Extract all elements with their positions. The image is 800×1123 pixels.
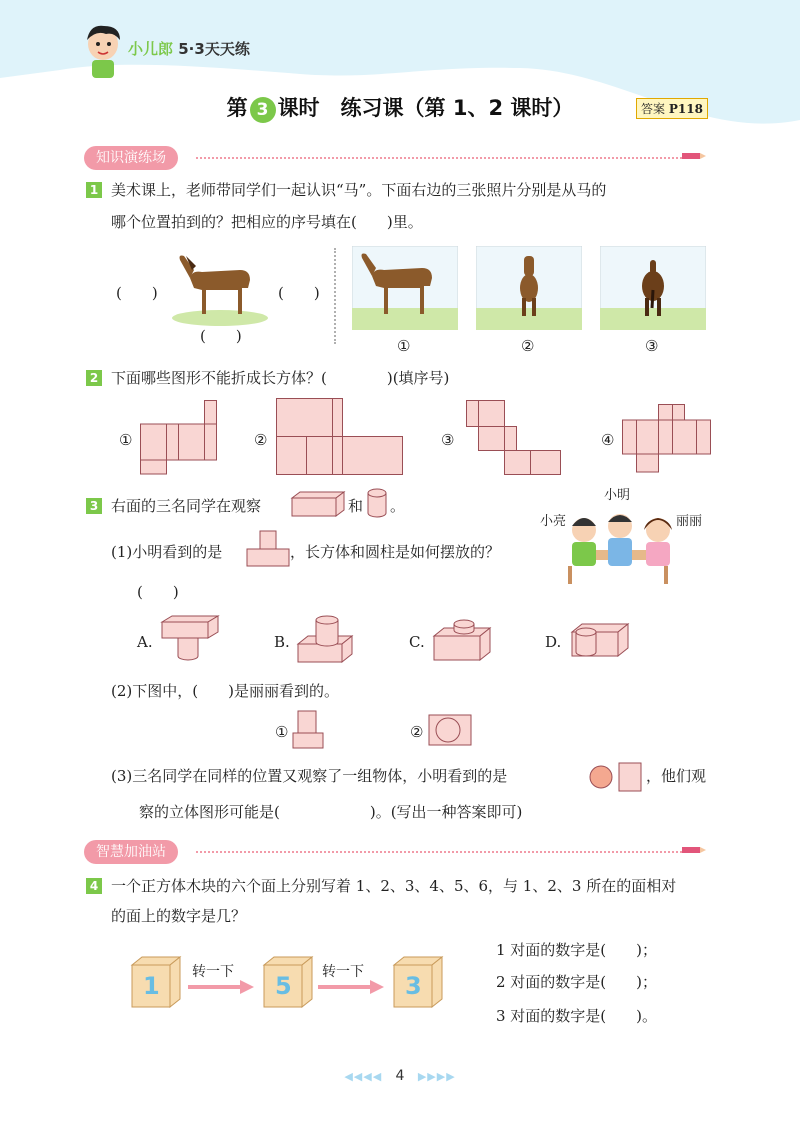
- lesson-number-badge: 3: [250, 97, 276, 123]
- photo-label-3: ③: [645, 337, 659, 355]
- q1-blank-left[interactable]: ( ): [116, 284, 158, 302]
- q3-sub2: (2)下图中，( )是丽丽看到的。: [111, 682, 339, 700]
- q3-sub3-b: ，他们观: [646, 767, 707, 785]
- cube-net-1: [140, 400, 220, 476]
- horse-photo-front: [476, 246, 582, 330]
- rotate-label-1: 转一下: [192, 964, 234, 980]
- option-d-figure[interactable]: [570, 620, 632, 662]
- view-label-1: ①: [275, 723, 289, 741]
- photo-label-2: ②: [521, 337, 535, 355]
- q3-sub3-a: (3)三名同学在同样的位置又观察了一组物体，小明看到的是: [111, 767, 508, 785]
- q3-intro-b: 和: [348, 497, 364, 515]
- brand-logo: [128, 38, 250, 59]
- q4-text-line2: 的面上的数字是几？: [111, 907, 247, 925]
- page-number: [0, 1068, 800, 1084]
- question-number-3: 3: [86, 498, 102, 514]
- name-lili: 丽丽: [676, 514, 703, 529]
- brand-name: 小儿郎: [128, 40, 174, 58]
- q3-intro-a: 右面的三名同学在观察: [111, 497, 262, 515]
- section-practice-tab: 知识演练场: [84, 146, 178, 170]
- top-view-figure-2: [428, 714, 472, 746]
- section-wisdom-tab: 智慧加油站: [84, 840, 178, 864]
- rotate-label-2: 转一下: [322, 964, 364, 980]
- q3-intro-c: 。: [390, 497, 406, 515]
- answer-label: 答案: [641, 102, 666, 116]
- arrow-right-icon: [318, 980, 384, 994]
- pencil-icon: [682, 152, 706, 160]
- question-number-2: 2: [86, 370, 102, 386]
- page-number-value: 4: [395, 1068, 405, 1084]
- horse-photo-side: [352, 246, 458, 330]
- three-students-illustration: [548, 500, 690, 586]
- question-number-4: 4: [86, 878, 102, 894]
- cuboid-icon: [290, 490, 346, 518]
- title-suffix: 课时 练习课（第 1、2 课时）: [277, 96, 574, 120]
- front-view-t-shape: [246, 530, 290, 568]
- horse-center-image: [170, 248, 270, 328]
- net-label-3: ③: [441, 431, 455, 449]
- option-b-figure[interactable]: [296, 612, 356, 666]
- horse-photo-back: [600, 246, 706, 330]
- view-label-2: ②: [410, 723, 424, 741]
- rectangle-view-icon: [618, 762, 642, 792]
- question-number-1: 1: [86, 182, 102, 198]
- section-divider: [196, 851, 682, 853]
- cylinder-icon: [366, 488, 388, 518]
- option-c-label[interactable]: C.: [409, 633, 425, 651]
- net-label-2: ②: [254, 431, 268, 449]
- q4-answer-3[interactable]: 3 对面的数字是( )。: [496, 1007, 658, 1025]
- q4-answer-1[interactable]: 1 对面的数字是( )；: [496, 941, 658, 959]
- q1-blank-bottom[interactable]: ( ): [200, 327, 242, 345]
- option-b-label[interactable]: B.: [274, 633, 290, 651]
- q1-text-line2: 哪个位置拍到的？把相应的序号填在( )里。: [111, 213, 423, 231]
- page-left-arrows-icon: ◀◀◀◀: [344, 1070, 383, 1083]
- q1-blank-right[interactable]: ( ): [278, 284, 320, 302]
- name-xiaoliang: 小亮: [540, 514, 567, 529]
- answer-page: P118: [668, 102, 703, 116]
- q3-sub3-line2: 察的立体图形可能是( )。(写出一种答案即可): [139, 803, 523, 821]
- photo-label-1: ①: [397, 337, 411, 355]
- option-a-label[interactable]: A.: [137, 633, 153, 651]
- answer-reference: [636, 98, 708, 119]
- circle-view-icon: [588, 764, 614, 790]
- pencil-icon: [682, 846, 706, 854]
- cube-net-2: [276, 398, 404, 476]
- q2-text: 下面哪些图形不能折成长方体？( )(填序号): [111, 369, 450, 387]
- section-divider: [196, 157, 682, 159]
- net-label-1: ①: [119, 431, 133, 449]
- cube-net-3: [466, 400, 566, 476]
- q1-text-line1: 美术课上，老师带同学们一起认识“马”。下面右边的三张照片分别是从马的: [111, 181, 607, 199]
- q4-text-line1: 一个正方体木块的六个面上分别写着 1、2、3、4、5、6，与 1、2、3 所在的面相对: [111, 877, 677, 895]
- title-prefix: 第: [226, 96, 248, 120]
- q3-sub1-b: ，长方体和圆柱是如何摆放的？: [290, 543, 501, 561]
- arrow-right-icon: [188, 980, 254, 994]
- option-c-figure[interactable]: [432, 618, 494, 664]
- net-label-4: ④: [601, 431, 615, 449]
- q3-sub1-blank[interactable]: ( ): [137, 583, 179, 601]
- cube-3-digit: 3: [405, 972, 422, 1000]
- cube-2-digit: 5: [275, 972, 292, 1000]
- brand-series: 5·3天天练: [178, 40, 250, 58]
- page-right-arrows-icon: ▶▶▶▶: [417, 1070, 456, 1083]
- option-a-figure[interactable]: [160, 612, 222, 664]
- q4-answer-2[interactable]: 2 对面的数字是( )；: [496, 973, 658, 991]
- side-view-figure-1: [292, 710, 324, 750]
- cube-net-4: [622, 404, 714, 476]
- name-xiaoming: 小明: [604, 488, 631, 503]
- q3-sub1-a: (1)小明看到的是: [111, 543, 223, 561]
- mascot-boy-icon: [78, 22, 128, 82]
- cube-1-digit: 1: [143, 972, 160, 1000]
- option-d-label[interactable]: D.: [545, 633, 562, 651]
- q1-divider: [334, 248, 336, 344]
